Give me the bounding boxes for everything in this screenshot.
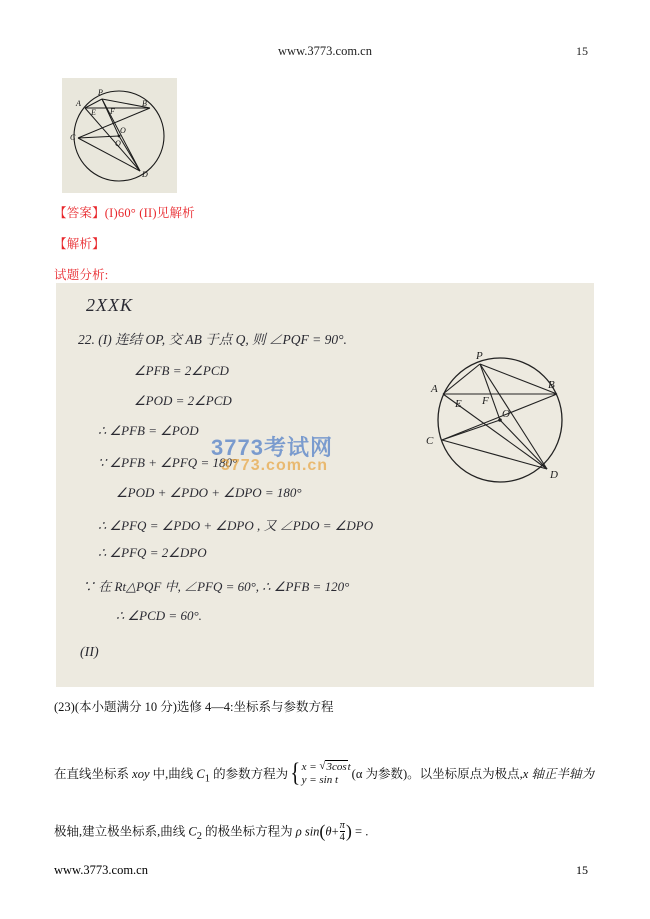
para2-text-1: 极轴,建立极坐标系,曲线 xyxy=(54,824,189,839)
question-23-paragraph-2 xyxy=(54,818,599,847)
para2-theta: θ xyxy=(325,824,332,839)
para2-sin: sin xyxy=(304,824,320,839)
svg-text:O: O xyxy=(502,408,510,420)
svg-text:F: F xyxy=(482,395,489,407)
svg-text:F: F xyxy=(110,107,115,116)
para2-curve-c2: C xyxy=(188,824,197,839)
handwriting-line: 22. (I) 连结 OP, 交 AB 于点 Q, 则 ∠PQF = 90°. xyxy=(78,332,347,347)
scan-circle-diagram-svg xyxy=(414,328,586,500)
para2-rho: ρ xyxy=(295,824,302,839)
question-23-heading: (23)(本小题满分 10 分)选修 4—4:坐标系与参数方程 xyxy=(54,700,334,714)
parametric-equation-system xyxy=(289,758,351,787)
handwriting-line: ∵ 在 Rt△PQF 中, ∠PFQ = 60°, ∴ ∠PFB = 120° xyxy=(82,579,350,594)
header-url: www.3773.com.cn xyxy=(278,44,372,58)
svg-text:P: P xyxy=(98,88,103,97)
svg-text:A: A xyxy=(76,99,81,108)
handwriting-line: ∠POD + ∠PDO + ∠DPO = 180° xyxy=(116,485,302,500)
para1-text-4: (α 为参数)。以坐标原点为极点, xyxy=(351,766,523,781)
handwriting-line: ∴ ∠PFB = ∠POD xyxy=(98,423,199,438)
row1-value: 3cos xyxy=(326,761,347,773)
para1-curve-c1-subscript: 1 xyxy=(204,773,210,785)
para1-text-1: 在直线坐标系 xyxy=(54,766,133,781)
handwriting-line: ∴ ∠PCD = 60°. xyxy=(116,608,202,623)
handwritten-solution-scan xyxy=(56,283,594,687)
svg-text:B: B xyxy=(142,99,147,108)
answer-label: 【答案】(I)60° (II)见解析 xyxy=(54,206,195,220)
svg-text:C: C xyxy=(70,133,76,142)
fraction-denominator: 4 xyxy=(339,831,345,843)
handwriting-line: ∠POD = 2∠PCD xyxy=(134,393,232,408)
svg-text:B: B xyxy=(548,379,555,391)
top-circle-figure xyxy=(62,78,177,193)
footer-page-number: 15 xyxy=(576,863,588,877)
svg-text:C: C xyxy=(426,435,434,447)
handwriting-line: ∴ ∠PFQ = 2∠DPO xyxy=(98,545,207,560)
svg-text:D: D xyxy=(142,170,148,179)
para1-text-2: 中,曲线 xyxy=(149,766,197,781)
system-row-1 xyxy=(302,761,351,774)
svg-text:P: P xyxy=(476,350,483,362)
scan-circle-figure xyxy=(414,328,586,500)
page-footer xyxy=(0,863,650,881)
system-row-2: y = sin t xyxy=(301,774,339,786)
sqrt-term xyxy=(319,761,347,774)
watermark-sub-text: 3773.com.cn xyxy=(221,457,329,474)
svg-text:O: O xyxy=(120,126,126,135)
svg-text:A: A xyxy=(431,383,438,395)
para2-text-2: 的极坐标方程为 xyxy=(201,824,296,839)
row1-var: t xyxy=(347,761,351,773)
svg-text:Q: Q xyxy=(115,139,121,148)
para2-plus: + xyxy=(331,824,339,839)
right-paren: ) xyxy=(345,821,352,841)
handwriting-line: ∠PFB = 2∠PCD xyxy=(134,363,229,378)
svg-text:E: E xyxy=(455,398,462,410)
handwriting-line: (II) xyxy=(80,645,99,660)
para1-text-3: 的参数方程为 xyxy=(209,766,289,781)
left-paren: ( xyxy=(319,821,326,841)
row1-lhs: x xyxy=(301,761,307,773)
para1-curve-c1: C xyxy=(196,766,205,781)
handwriting-line: ∴ ∠PFQ = ∠PDO + ∠DPO , 又 ∠PDO = ∠DPO xyxy=(98,518,374,533)
para2-tail: = . xyxy=(351,824,369,839)
analysis-label: 【解析】 xyxy=(54,237,105,251)
left-brace: { xyxy=(290,758,301,787)
para1-xoy: xoy xyxy=(132,766,150,781)
handwriting-line: ∵ ∠PFB + ∠PFQ = 180° xyxy=(98,455,238,470)
watermark xyxy=(211,431,441,485)
handwriting-header-note: 2XXK xyxy=(86,295,133,315)
watermark-main-text: 3773考试网 xyxy=(211,435,333,460)
question-23-paragraph-1 xyxy=(54,758,599,788)
radical-sign: √ xyxy=(319,760,326,772)
page-header xyxy=(0,44,650,62)
para1-text-5: x 轴正半轴为 xyxy=(522,766,594,781)
footer-url: www.3773.com.cn xyxy=(54,863,148,877)
fraction-numerator: π xyxy=(339,819,345,831)
svg-text:E: E xyxy=(91,108,96,117)
header-page-number: 15 xyxy=(576,44,588,58)
circle-diagram-svg xyxy=(62,78,177,193)
system-rows xyxy=(302,761,351,787)
pi-over-four-fraction xyxy=(340,820,345,843)
para2-curve-c2-subscript: 2 xyxy=(196,830,202,842)
row1-eq: = xyxy=(306,761,320,773)
svg-text:D: D xyxy=(550,469,558,481)
analysis-subtitle: 试题分析: xyxy=(54,268,109,282)
